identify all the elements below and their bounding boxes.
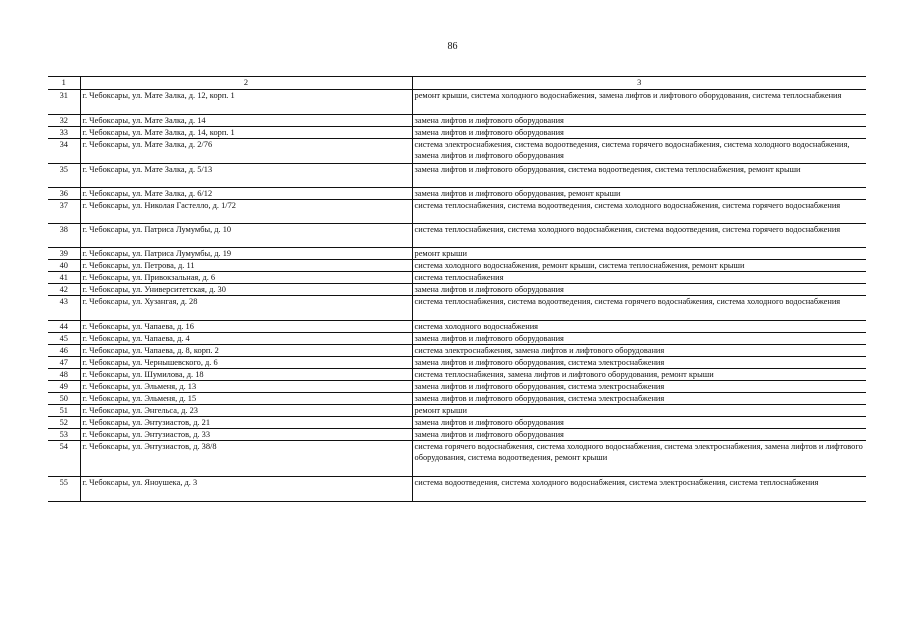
row-address: г. Чебоксары, ул. Чернышевского, д. 6: [80, 357, 412, 369]
row-works: система горячего водоснабжения, система холодного водоснабжения, система электроснабжения, замена лифтов и лифтового оборудования, система водоотведения, ремонт крыши: [412, 441, 866, 477]
table-row: [48, 429, 866, 441]
row-number: 35: [48, 164, 80, 188]
table-row: [48, 139, 866, 164]
row-works: система холодного водоснабжения: [412, 321, 866, 333]
row-works: система теплоснабжения, замена лифтов и лифтового оборудования, ремонт крыши: [412, 369, 866, 381]
row-number: 39: [48, 248, 80, 260]
row-works: система теплоснабжения, система водоотведения, система холодного водоснабжения, система горячего водоснабжения: [412, 200, 866, 224]
row-works: система водоотведения, система холодного водоснабжения, система электроснабжения, система теплоснабжения: [412, 477, 866, 502]
row-address: г. Чебоксары, ул. Энтузиастов, д. 21: [80, 417, 412, 429]
row-address: г. Чебоксары, ул. Шумилова, д. 18: [80, 369, 412, 381]
row-number: 52: [48, 417, 80, 429]
row-address: г. Чебоксары, ул. Мате Залка, д. 14, корп. 1: [80, 127, 412, 139]
table-row: [48, 260, 866, 272]
column-number-row: [48, 77, 866, 90]
row-address: г. Чебоксары, ул. Чапаева, д. 8, корп. 2: [80, 345, 412, 357]
column-number-3: 3: [412, 77, 866, 90]
row-works: замена лифтов и лифтового оборудования: [412, 284, 866, 296]
row-address: г. Чебоксары, ул. Привокзальная, д. 6: [80, 272, 412, 284]
row-number: 36: [48, 188, 80, 200]
table-row: [48, 284, 866, 296]
table-row: [48, 321, 866, 333]
row-works: система электроснабжения, замена лифтов и лифтового оборудования: [412, 345, 866, 357]
table-row: [48, 405, 866, 417]
row-address: г. Чебоксары, ул. Чапаева, д. 4: [80, 333, 412, 345]
row-works: замена лифтов и лифтового оборудования, система электроснабжения: [412, 393, 866, 405]
row-number: 42: [48, 284, 80, 296]
row-number: 46: [48, 345, 80, 357]
row-address: г. Чебоксары, ул. Хузангая, д. 28: [80, 296, 412, 321]
row-number: 37: [48, 200, 80, 224]
row-works: замена лифтов и лифтового оборудования: [412, 333, 866, 345]
row-works: система теплоснабжения, система водоотведения, система горячего водоснабжения, система холодного водоснабжения: [412, 296, 866, 321]
row-number: 31: [48, 90, 80, 115]
row-number: 55: [48, 477, 80, 502]
row-address: г. Чебоксары, ул. Патриса Лумумбы, д. 19: [80, 248, 412, 260]
row-address: г. Чебоксары, ул. Энгельса, д. 23: [80, 405, 412, 417]
row-address: г. Чебоксары, ул. Мате Залка, д. 2/76: [80, 139, 412, 164]
table-row: [48, 127, 866, 139]
table-row: [48, 357, 866, 369]
row-address: г. Чебоксары, ул. Мате Залка, д. 5/13: [80, 164, 412, 188]
row-works: замена лифтов и лифтового оборудования: [412, 127, 866, 139]
table-row: [48, 224, 866, 248]
row-works: замена лифтов и лифтового оборудования: [412, 429, 866, 441]
row-number: 49: [48, 381, 80, 393]
row-works: система теплоснабжения, система холодного водоснабжения, система водоотведения, система горячего водоснабжения: [412, 224, 866, 248]
row-works: ремонт крыши: [412, 248, 866, 260]
table-row: [48, 272, 866, 284]
row-works: система холодного водоснабжения, ремонт крыши, система теплоснабжения, ремонт крыши: [412, 260, 866, 272]
row-number: 34: [48, 139, 80, 164]
row-address: г. Чебоксары, ул. Университетская, д. 30: [80, 284, 412, 296]
row-number: 53: [48, 429, 80, 441]
row-address: г. Чебоксары, ул. Николая Гастелло, д. 1/72: [80, 200, 412, 224]
row-number: 45: [48, 333, 80, 345]
row-works: замена лифтов и лифтового оборудования: [412, 417, 866, 429]
row-number: 33: [48, 127, 80, 139]
table-row: [48, 417, 866, 429]
row-works: замена лифтов и лифтового оборудования, ремонт крыши: [412, 188, 866, 200]
row-address: г. Чебоксары, ул. Чапаева, д. 16: [80, 321, 412, 333]
table-row: [48, 333, 866, 345]
repair-works-table: [48, 76, 866, 502]
table-row: [48, 369, 866, 381]
row-address: г. Чебоксары, ул. Мате Залка, д. 12, корп. 1: [80, 90, 412, 115]
row-number: 54: [48, 441, 80, 477]
row-address: г. Чебоксары, ул. Энтузиастов, д. 33: [80, 429, 412, 441]
row-number: 41: [48, 272, 80, 284]
row-number: 44: [48, 321, 80, 333]
row-address: г. Чебоксары, ул. Яноушека, д. 3: [80, 477, 412, 502]
row-number: 43: [48, 296, 80, 321]
table-row: [48, 200, 866, 224]
row-works: замена лифтов и лифтового оборудования, система водоотведения, система теплоснабжения, ремонт крыши: [412, 164, 866, 188]
column-number-2: 2: [80, 77, 412, 90]
row-address: г. Чебоксары, ул. Патриса Лумумбы, д. 10: [80, 224, 412, 248]
column-number-1: 1: [48, 77, 80, 90]
row-address: г. Чебоксары, ул. Эльменя, д. 13: [80, 381, 412, 393]
row-address: г. Чебоксары, ул. Петрова, д. 11: [80, 260, 412, 272]
table-row: [48, 477, 866, 502]
row-number: 51: [48, 405, 80, 417]
row-works: ремонт крыши, система холодного водоснабжения, замена лифтов и лифтового оборудования, система теплоснабжения: [412, 90, 866, 115]
table-row: [48, 90, 866, 115]
table-row: [48, 248, 866, 260]
table-row: [48, 188, 866, 200]
table-row: [48, 345, 866, 357]
row-works: замена лифтов и лифтового оборудования, система электроснабжения: [412, 381, 866, 393]
table-row: [48, 296, 866, 321]
row-address: г. Чебоксары, ул. Мате Залка, д. 6/12: [80, 188, 412, 200]
row-address: г. Чебоксары, ул. Мате Залка, д. 14: [80, 115, 412, 127]
row-number: 38: [48, 224, 80, 248]
row-address: г. Чебоксары, ул. Энтузиастов, д. 38/8: [80, 441, 412, 477]
row-works: ремонт крыши: [412, 405, 866, 417]
row-works: система теплоснабжения: [412, 272, 866, 284]
row-works: замена лифтов и лифтового оборудования, система электроснабжения: [412, 357, 866, 369]
row-works: система электроснабжения, система водоотведения, система горячего водоснабжения, система холодного водоснабжения, замена лифтов и лифтового оборудования: [412, 139, 866, 164]
table-row: [48, 393, 866, 405]
table-row: [48, 441, 866, 477]
row-number: 40: [48, 260, 80, 272]
row-works: замена лифтов и лифтового оборудования: [412, 115, 866, 127]
table-row: [48, 164, 866, 188]
page-number: 86: [447, 41, 458, 52]
row-number: 48: [48, 369, 80, 381]
row-number: 32: [48, 115, 80, 127]
row-number: 50: [48, 393, 80, 405]
row-number: 47: [48, 357, 80, 369]
row-address: г. Чебоксары, ул. Эльменя, д. 15: [80, 393, 412, 405]
table-row: [48, 115, 866, 127]
table-row: [48, 381, 866, 393]
